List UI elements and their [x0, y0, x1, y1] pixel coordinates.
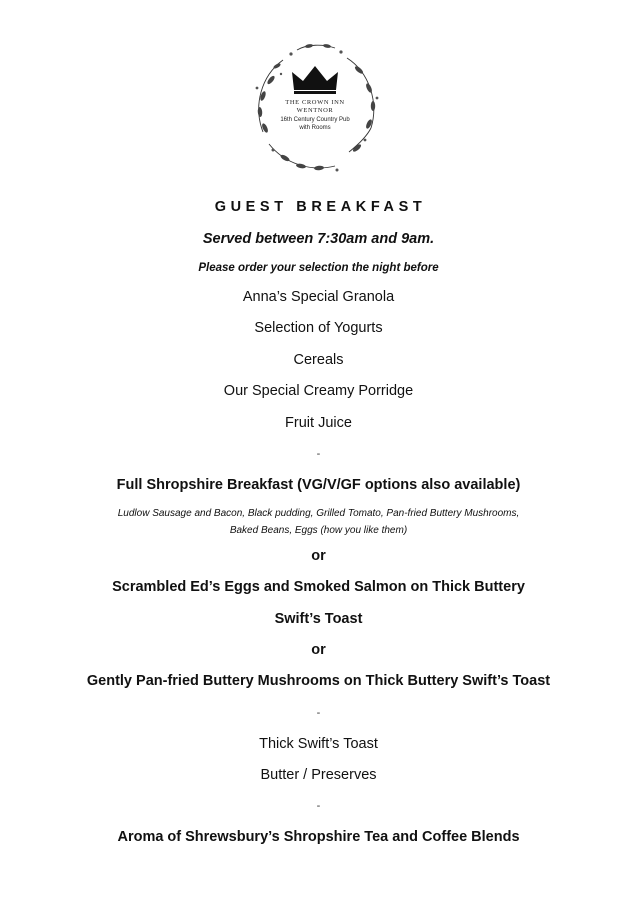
drinks-heading: Aroma of Shrewsbury’s Shropshire Tea and Coffee Blends	[117, 829, 520, 846]
full-breakfast-heading: Full Shropshire Breakfast (VG/V/GF options also available)	[116, 476, 521, 493]
menu-item-fruit-juice: Fruit Juice	[285, 414, 352, 431]
salmon-heading-line2: Swift’s Toast	[274, 610, 363, 627]
logo-name-line1: THE CROWN INN	[285, 99, 345, 106]
or-divider: or	[311, 548, 326, 565]
or-divider: or	[311, 642, 326, 659]
salmon-heading-line1: Scrambled Ed’s Eggs and Smoked Salmon on Thick Buttery	[112, 579, 525, 596]
order-note: Please order your selection the night before	[198, 262, 439, 274]
menu-item-granola: Anna’s Special Granola	[242, 289, 395, 305]
serving-times: Served between 7:30am and 9am.	[202, 231, 435, 247]
full-breakfast-desc-line2: Baked Beans, Eggs (how you like them)	[229, 525, 408, 537]
crown-inn-logo	[247, 40, 383, 176]
menu-title: GUEST BREAKFAST	[214, 199, 427, 215]
mushrooms-heading: Gently Pan-fried Buttery Mushrooms on Thick Buttery Swift’s Toast	[86, 673, 551, 690]
logo-tagline	[247, 117, 383, 132]
menu-item-yogurts: Selection of Yogurts	[254, 320, 383, 337]
separator-dash: -	[316, 706, 321, 719]
logo-name	[247, 99, 383, 115]
logo-tagline-line2: with Rooms	[299, 124, 331, 131]
menu-item-porridge: Our Special Creamy Porridge	[223, 383, 414, 400]
separator-dash: -	[316, 800, 321, 813]
menu-item-butter-preserves: Butter / Preserves	[260, 766, 377, 783]
menu-item-cereals: Cereals	[293, 351, 344, 368]
full-breakfast-desc-line1: Ludlow Sausage and Bacon, Black pudding, Grilled Tomato, Pan-fried Buttery Mushrooms,	[117, 508, 520, 520]
logo-tagline-line1: 16th Century Country Pub	[280, 117, 350, 123]
separator-dash: -	[316, 447, 321, 460]
crown-icon	[292, 66, 338, 90]
breakfast-menu	[0, 196, 637, 854]
logo-name-line2: WENTNOR	[296, 107, 334, 114]
menu-item-toast: Thick Swift’s Toast	[259, 735, 378, 752]
full-breakfast-description	[0, 501, 637, 541]
